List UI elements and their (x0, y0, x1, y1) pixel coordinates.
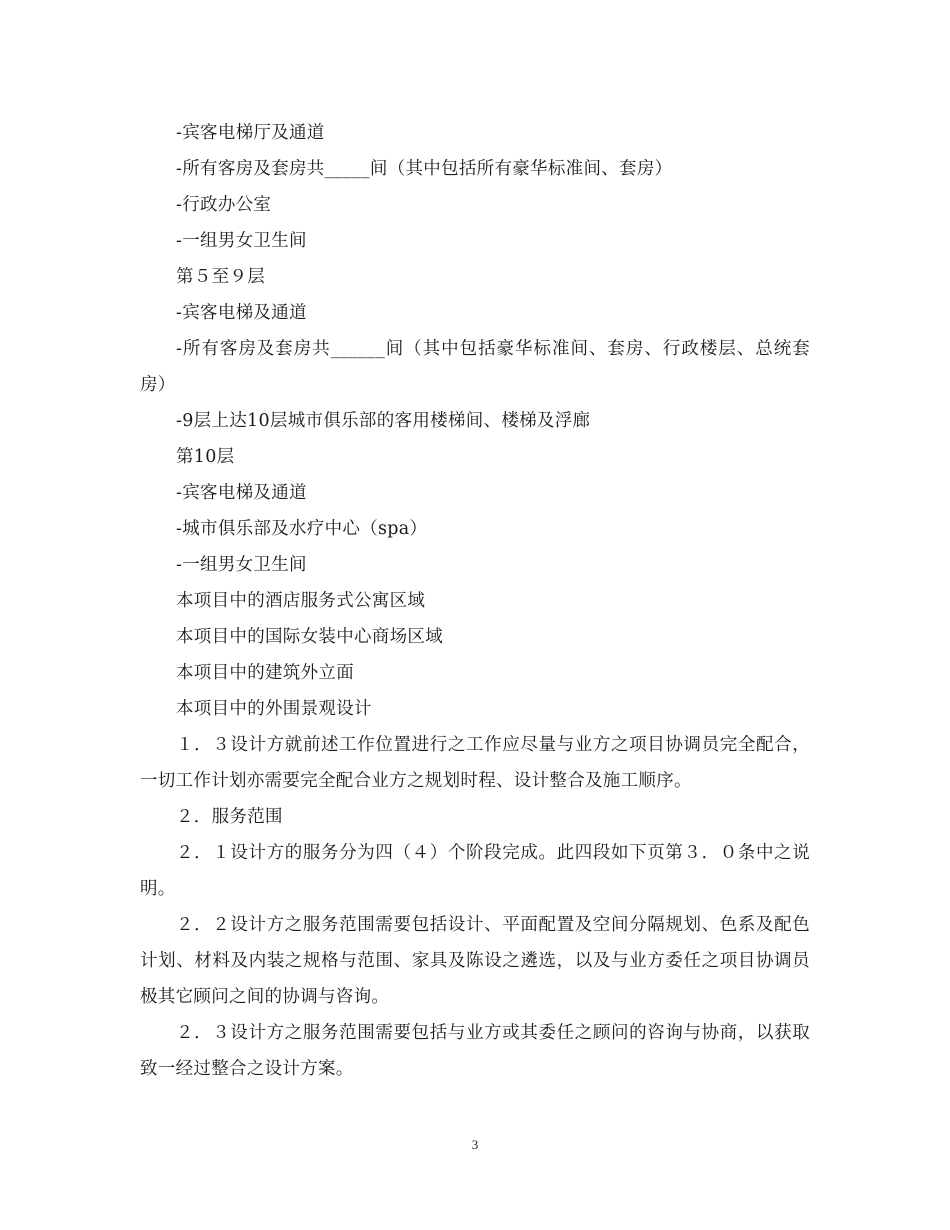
text-paragraph: -所有客房及套房共_____间（其中包括所有豪华标准间、套房） (176, 159, 673, 179)
text-line: -9层上达10层城市俱乐部的客用楼梯间、楼梯及浮廊 (176, 411, 591, 431)
text-line: 本项目中的国际女装中心商场区域 (176, 627, 443, 647)
text-paragraph: ２．１设计方的服务分为四（４）个阶段完成。此四段如下页第３．０条中之说明。 (140, 843, 810, 899)
page-number: 3 (471, 1137, 479, 1152)
text-line: -宾客电梯及通道 (176, 483, 307, 503)
text-line: -宾客电梯及通道 (176, 303, 307, 323)
text-line: -一组男女卫生间 (176, 555, 307, 575)
text-paragraph: ２．３设计方之服务范围需要包括与业方或其委任之顾问的咨询与协商，以获取致一经过整合之设计方案。 (140, 1023, 810, 1079)
text-line: -宾客电梯厅及通道 (176, 123, 325, 143)
text-line: 本项目中的外围景观设计 (176, 699, 372, 719)
text-line: 本项目中的建筑外立面 (176, 663, 354, 683)
text-line: -行政办公室 (176, 195, 272, 215)
section-heading: 第10层 (176, 447, 235, 467)
text-paragraph: １．３设计方就前述工作位置进行之工作应尽量与业方之项目协调员完全配合，一切工作计划亦需要完全配合业方之规划时程、设计整合及施工顺序。 (140, 735, 810, 791)
section-heading: ２．服务范围 (176, 807, 283, 827)
text-line: -城市俱乐部及水疗中心（spa） (176, 519, 428, 539)
section-heading: 第５至９层 (176, 267, 265, 287)
text-paragraph: -所有客房及套房共______间（其中包括豪华标准间、套房、行政楼层、总统套房） (140, 339, 810, 395)
text-line: 本项目中的酒店服务式公寓区域 (176, 591, 426, 611)
document-body (140, 115, 820, 1087)
text-paragraph: ２．２设计方之服务范围需要包括设计、平面配置及空间分隔规划、色系及配色计划、材料及内装之规格与范围、家具及陈设之遴选，以及与业方委任之项目协调员极其它顾问之间的协调与咨询。 (140, 915, 810, 1007)
text-line: -一组男女卫生间 (176, 231, 307, 251)
